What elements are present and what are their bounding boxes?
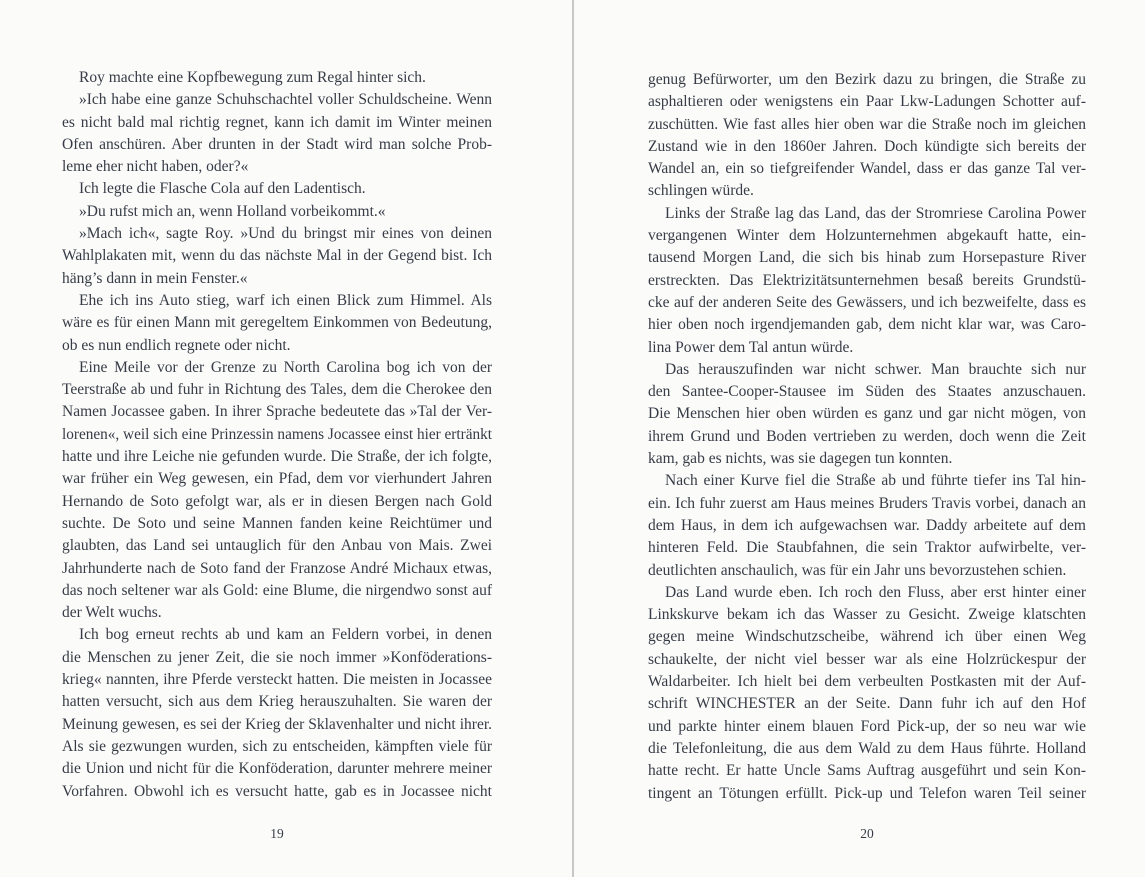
text-line	[648, 426, 1086, 448]
text-line	[648, 693, 1086, 715]
text-line-content: kam, gab es nichts, was sie dagegen tun konnten.	[648, 450, 953, 468]
text-line-content: Das Land wurde eben. Ich roch den Fluss, aber erst hinter einer	[665, 583, 1086, 601]
page-right-number: 20	[860, 826, 874, 841]
text-line	[648, 225, 1086, 247]
text-line	[62, 736, 492, 758]
text-line	[648, 515, 1086, 537]
text-line-content: cke auf der anderen Seite des Gewässers, und ich bezweifelte, dass es	[648, 293, 1086, 311]
text-line-content: häng’s dann in mein Fenster.«	[62, 269, 248, 287]
text-line-content: vergangenen Winter dem Holzunternehmen abgekauft hatte, ein-	[648, 227, 1086, 245]
text-line	[648, 470, 1086, 492]
text-line	[648, 136, 1086, 158]
text-line	[62, 491, 492, 513]
text-line-content: »Ich habe eine ganze Schuhschachtel voller Schuldscheine. Wenn	[79, 91, 492, 109]
text-line	[62, 580, 492, 602]
text-line-content: Jahrhunderte nach de Soto fand der Franzose André Michaux etwas,	[62, 559, 492, 577]
text-line	[648, 247, 1086, 269]
text-line-content: deutlichten anschaulich, was für ein Jahr uns bevorzustehen schien.	[648, 561, 1067, 579]
text-line	[648, 292, 1086, 314]
text-line-content: und parkte hinter einem blauen Ford Pick-up, der so neu war wie	[648, 717, 1086, 735]
text-line	[62, 513, 492, 535]
text-line	[648, 114, 1086, 136]
text-line	[62, 379, 492, 401]
text-line	[62, 245, 492, 267]
text-line-content: Die Menschen hier oben würden es ganz und gar nicht mögen, von	[648, 405, 1086, 423]
text-line	[62, 691, 492, 713]
text-line-content: tausend Morgen Land, die sich bis hinab zum Horsepasture River	[648, 249, 1086, 267]
text-line-content: dem Haus, in dem ich aufgewachsen war. Daddy arbeitete auf dem	[648, 516, 1086, 534]
text-line	[62, 669, 492, 691]
text-line-content: Als sie gezwungen wurden, sich zu entscheiden, kämpften viele für	[62, 737, 492, 755]
text-line-content: Linkskurve bekam ich das Wasser zu Gesicht. Zweige klatschten	[648, 606, 1086, 624]
text-line-content: ihrem Grund und Boden vertrieben zu werden, doch wenn die Zeit	[648, 427, 1086, 445]
text-line	[62, 647, 492, 669]
text-line	[648, 582, 1086, 604]
text-line	[62, 468, 492, 490]
text-line-content: Teerstraße ab und fuhr in Richtung des Tales, dem die Cherokee den	[62, 381, 492, 399]
text-line	[62, 312, 492, 334]
text-line-content: suchte. De Soto und seine Mannen fanden keine Reichtümer und	[62, 514, 492, 532]
text-line-content: hatte und ihre Leiche nie gefunden wurde. Die Straße, der ich folgte,	[62, 448, 492, 466]
text-line-content: Nach einer Kurve fiel die Straße ab und führte tiefer ins Tal hin-	[665, 472, 1086, 490]
text-line	[648, 91, 1086, 113]
text-line	[62, 201, 492, 223]
text-line-content: schaukelte, der nicht viel besser war als eine Holzrückespur der	[648, 650, 1086, 668]
text-line	[648, 760, 1086, 782]
text-line	[648, 359, 1086, 381]
text-line	[62, 602, 492, 624]
text-line	[62, 89, 492, 111]
text-line	[62, 758, 492, 780]
text-line-content: lorenen«, weil sich eine Prinzessin namens Jocassee einst hier ertränkt	[62, 425, 492, 443]
text-line	[62, 714, 492, 736]
text-line	[62, 558, 492, 580]
text-line-content: Zustand wie in den 1860er Jahren. Doch kündigte sich bereits der	[648, 137, 1086, 155]
text-line	[62, 156, 492, 178]
text-line	[648, 537, 1086, 559]
text-line-content: »Mach ich«, sagte Roy. »Und du bringst mir eines von deinen	[79, 225, 492, 243]
text-line	[648, 337, 1086, 359]
text-line-content: der Welt wuchs.	[62, 604, 162, 622]
text-line-content: Das herauszufinden war nicht schwer. Man brauchte sich nur	[665, 360, 1086, 378]
text-line	[62, 535, 492, 557]
text-line	[62, 424, 492, 446]
text-line-content: schrift WINCHESTER an der Seite. Dann fuhr ich auf den Hof	[648, 695, 1086, 713]
text-line-content: ob es nun endlich regnete oder nicht.	[62, 336, 291, 354]
text-line-content: es nicht bald mal richtig regnet, kann ich damit im Winter meinen	[62, 113, 492, 131]
text-line-content: Waldarbeiter. Ich hielt bei dem verbeulten Postkasten mit der Auf-	[648, 673, 1086, 691]
text-line-content: krieg« nannten, ihre Pferde versteckt hatten. Die meisten in Jocassee	[62, 671, 492, 689]
text-line-content: hier oben noch irgendjemanden gab, dem nicht klar war, was Caro-	[648, 316, 1086, 334]
text-line	[62, 268, 492, 290]
text-line	[648, 69, 1086, 91]
text-line-content: Meinung gewesen, es sei der Krieg der Sklavenhalter und nicht ihrer.	[62, 715, 492, 733]
text-line	[62, 624, 492, 646]
text-line	[62, 446, 492, 468]
text-line	[648, 649, 1086, 671]
text-line	[648, 158, 1086, 180]
text-line	[648, 314, 1086, 336]
page-right-text	[648, 69, 1086, 805]
text-line-content: Wahlplakaten mit, wenn du das nächste Mal in der Gegend bist. Ich	[62, 247, 492, 265]
text-line-content: Eine Meile vor der Grenze zu North Carolina bog ich von der	[79, 358, 492, 376]
text-line-content: den Santee-Cooper-Stausee im Süden des Staates anzuschauen.	[648, 383, 1086, 401]
text-line-content: erstreckten. Das Elektrizitätsunternehmen besaß bereits Grundstü-	[648, 271, 1086, 289]
text-line	[62, 335, 492, 357]
text-line	[648, 783, 1086, 805]
text-line-content: Ofen anschüren. Aber drunten in der Stadt wird man solche Prob-	[62, 135, 492, 153]
text-line	[648, 493, 1086, 515]
text-line-content: Ehe ich ins Auto stieg, warf ich einen Blick zum Himmel. Als	[79, 291, 492, 309]
text-line-content: Wandel an, ein so tiefgreifender Wandel, dass er das ganze Tal ver-	[648, 160, 1086, 178]
text-line	[62, 401, 492, 423]
text-line-content: glaubten, das Land sei untauglich für den Anbau von Mais. Zwei	[62, 537, 492, 555]
page-left-number: 19	[270, 826, 284, 841]
text-line-content: »Du rufst mich an, wenn Holland vorbeikommt.«	[79, 202, 386, 220]
text-line-content: Hernando de Soto gefolgt war, als er in diesen Bergen nach Gold	[62, 492, 492, 510]
text-line	[62, 290, 492, 312]
text-line-content: hinteren Feld. Die Staubfahnen, die sein Traktor aufwirbelte, ver-	[648, 539, 1086, 557]
text-line-content: genug Befürworter, um den Bezirk dazu zu bringen, die Straße zu	[648, 71, 1086, 88]
text-line-content: tingent an Tötungen erfüllt. Pick-up und Telefon waren Teil seiner	[648, 784, 1086, 802]
text-line	[62, 112, 492, 134]
text-line-content: hatte recht. Er hatte Uncle Sams Auftrag ausgeführt und sein Kon-	[648, 762, 1086, 780]
text-line	[648, 180, 1086, 202]
text-line	[648, 671, 1086, 693]
text-line	[62, 223, 492, 245]
text-line	[648, 738, 1086, 760]
text-line-content: hatten versucht, sich aus dem Krieg herauszuhalten. Sie waren der	[62, 693, 492, 711]
text-line-content: lina Power dem Tal antun würde.	[648, 338, 854, 356]
text-line-content: Ich legte die Flasche Cola auf den Ladentisch.	[79, 180, 366, 198]
text-line	[648, 270, 1086, 292]
text-line-content: Ich bog erneut rechts ab und kam an Feldern vorbei, in denen	[79, 626, 492, 644]
text-line-content: Links der Straße lag das Land, das der Stromriese Carolina Power	[665, 204, 1086, 222]
text-line-content: leme eher nicht haben, oder?«	[62, 158, 249, 176]
text-line	[648, 203, 1086, 225]
text-line-content: die Telefonleitung, die aus dem Wald zu dem Haus führte. Holland	[648, 739, 1086, 757]
text-line-content: die Union und nicht für die Konföderation, darunter mehrere meiner	[62, 760, 492, 778]
text-line	[62, 781, 492, 803]
text-line	[62, 357, 492, 379]
text-line	[62, 178, 492, 200]
text-line-content: ein. Ich fuhr zuerst am Haus meines Bruders Travis vorbei, danach an	[648, 494, 1086, 512]
text-line	[62, 134, 492, 156]
text-line-content: schlingen würde.	[648, 182, 754, 200]
text-line	[648, 560, 1086, 582]
text-line-content: Namen Jocassee gaben. In ihrer Sprache bedeutete das »Tal der Ver-	[62, 403, 492, 421]
text-line	[62, 67, 492, 89]
text-line-content: Roy machte eine Kopfbewegung zum Regal hinter sich.	[79, 69, 426, 86]
text-line-content: gegen meine Windschutzscheibe, während ich über einen Weg	[648, 628, 1086, 646]
text-line-content: die Menschen zu jener Zeit, die sie noch immer »Konföderations-	[62, 648, 492, 666]
text-line	[648, 448, 1086, 470]
text-line	[648, 716, 1086, 738]
text-line	[648, 403, 1086, 425]
text-line-content: war früher ein Weg gewesen, ein Pfad, dem vor vierhundert Jahren	[62, 470, 492, 488]
text-line-content: das noch seltener war als Gold: eine Blume, die nirgendwo sonst auf	[62, 581, 492, 599]
text-line	[648, 381, 1086, 403]
page-gutter-divider	[572, 0, 574, 877]
page-left-text	[62, 67, 492, 803]
text-line	[648, 604, 1086, 626]
text-line-content: asphaltieren oder wenigstens ein Paar Lkw-Ladungen Schotter auf-	[648, 93, 1086, 111]
text-line-content: Vorfahren. Obwohl ich es versucht hatte, gab es in Jocassee nicht	[62, 782, 492, 800]
text-line	[648, 626, 1086, 648]
text-line-content: zuschütten. Wie fast alles hier oben war die Straße noch im gleichen	[648, 115, 1086, 133]
text-line-content: wäre es für einen Mann mit geregeltem Einkommen von Bedeutung,	[62, 314, 492, 332]
